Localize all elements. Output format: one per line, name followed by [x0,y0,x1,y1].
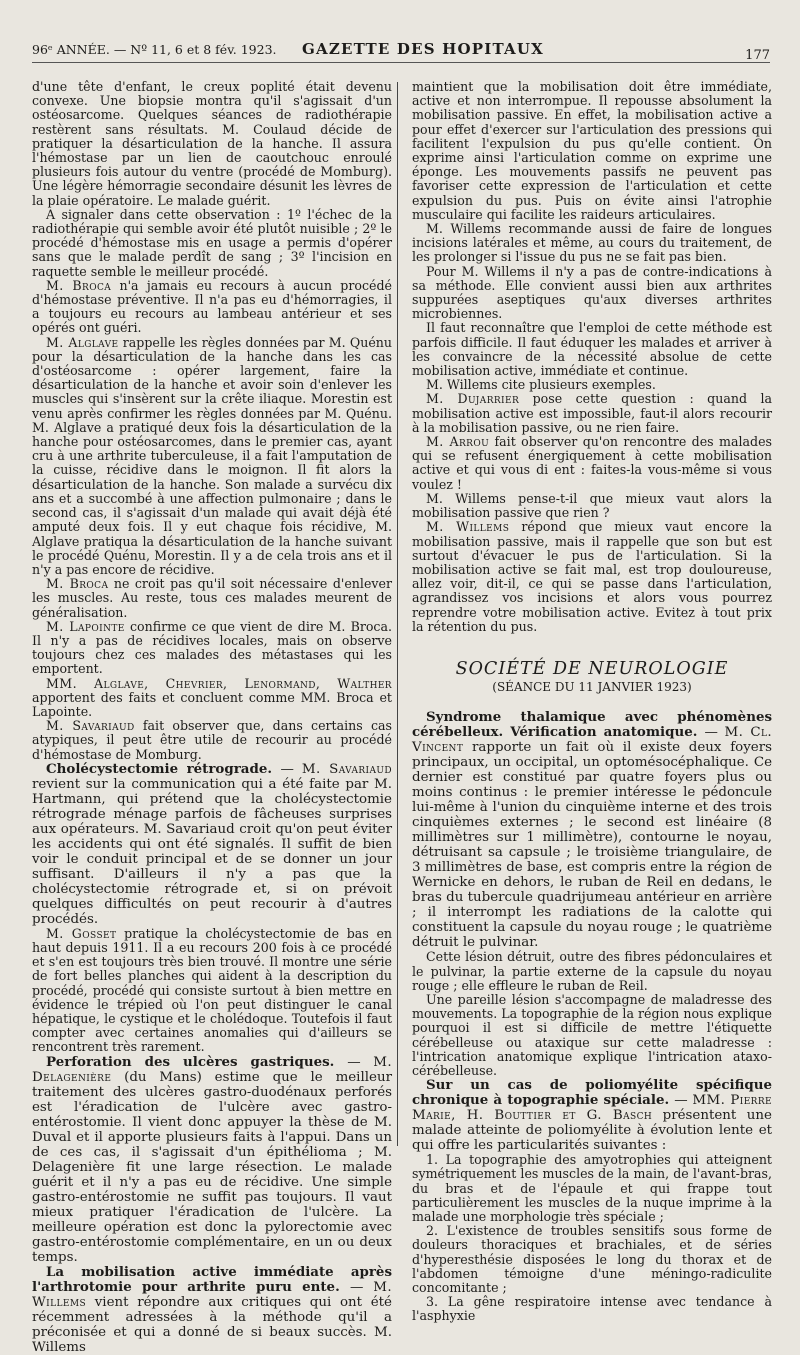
left-column [32,79,393,1355]
speaker-name: M. Broca [46,576,109,592]
speaker-name: M. Cl. Vincent [412,725,772,756]
issue-info: 96ᵉ ANNÉE. — Nº 11, 6 et 8 fév. 1923. [32,42,277,57]
section-title: Sur un cas de poliomyélite spécifique chronique à topographie spéciale. [412,1077,772,1109]
article-columns [32,79,772,1355]
paragraph-text: (du Mans) estime que le meilleur traitement des ulcères gastro-duodénaux perforés est l'éradication de l'ulcère avec gastro-entérostomie. Il vient donc appuyer la thèse de M. Duval et il apporte plusieurs faits à l'appui. Dans un de ces cas, il s'agissait d'un épithélioma ; M. Delagenière fit une large résection. Le malade guérit et il n'y a pas eu de récidive. Une simple gastro-entérostomie ne suffit pas toujours. Il vaut mieux pratiquer l'éradication de l'ulcère. La meilleure opération est donc la pylorectomie avec gastro-entérostomie complémentaire, en un ou deux temps. [32,1069,392,1265]
section-heading: Perforation des ulcères gastriques. — M. Delagenière (du Mans) estime que le meilleur traitement des ulcères gastro-duodénaux perforés est l'éradication de l'ulcère avec gastro-entérostomie. Il vient donc appuyer la thèse de M. Duval et il apporte plusieurs faits à l'appui. Dans un de ces cas, il s'agissait d'un épithélioma ; M. Delagenière fit une large résection. Le malade guérit et il n'y a pas eu de récidive. Une simple gastro-entérostomie ne suffit pas toujours. Il vaut mieux pratiquer l'éradication de l'ulcère. La meilleure opération est donc la pylorectomie avec gastro-entérostomie complémentaire, en un ou deux temps. [32,1053,392,1265]
speaker-name: M. Arrou [426,434,490,450]
section-heading: Sur un cas de poliomyélite spécifique chronique à topographie spéciale. — MM. Pierre Marie, H. Bouttier et G. Basch présentent une malade atteinte de poliomyélite à évolution lente et qui offre les particularités suivantes : [412,1077,772,1154]
speaker-name: M. Willems [426,519,510,535]
paragraph [32,927,392,1055]
paragraph: A signaler dans cette observation : 1º l'échec de la radiothérapie qui semble avoir été plutôt nuisible ; 2º le procédé d'hémostase mis en usage a permis d'opérer sans que le malade perdît de sang ; 3º l'incision en raquette semble le meilleur procédé. [32,206,392,279]
speaker-name: M. Willems [32,1279,392,1310]
page-header [32,40,770,63]
paragraph: M. Willems recommande aussi de faire de longues incisions latérales et même, au cours du traitement, de les prolonger si l'issue du pus ne se fait pas bien. [412,221,772,265]
paragraph-text: ne croit pas qu'il soit nécessaire d'enlever les muscles. Au reste, tous ces malades meurent de généralisation. [32,576,392,620]
section-heading: La mobilisation active immédiate après l'arthrotomie pour arthrite puru ente. — M. Willems vient répondre aux critiques qui ont été récemment adressées à la méthode qu'il a préconisée et qui a donné de si beaux succès. M. Willems [32,1263,392,1355]
speaker-name: M. Gosset [46,925,117,941]
paragraph [32,336,392,577]
speaker-names: MM. Pierre Marie, H. Bouttier et G. Basch [412,1093,772,1124]
paragraph-text: vient répondre aux critiques qui ont été récemment adressées à la méthode qu'il a préconisée et qui a donné de si beaux succès. M. Willems [32,1294,392,1355]
paragraph-text: apportent des faits et concluent comme MM. Broca et Lapointe. [32,689,392,719]
paragraph-text: fait observer qu'on rencontre des malades qui se refusent énergiquement à cette mobilisation active et qui vous di ent : faites-la vous-même si vous voulez ! [412,434,772,492]
list-item: 2. L'existence de troubles sensitifs sous forme de douleurs thoraciques et brachiales, et de séries d'hyperesthésie disposées le long du thorax et de l'abdomen témoigne d'une méningo-radiculite concomitante ; [412,1223,772,1295]
paragraph: Il faut reconnaître que l'emploi de cette méthode est parfois difficile. Il faut éduquer les malades et arriver à les convaincre de la nécessité absolue de cette mobilisation active, immédiate et continue. [412,320,772,379]
paragraph-text: n'a jamais eu recours à aucun procédé d'hémostase préventive. Il n'a pas eu d'hémorragies, il a toujours eu recours au lambeau antérieur et ses opérés ont guéri. [32,277,392,336]
section-title: Perforation des ulcères gastriques. [46,1053,335,1070]
paragraph [412,435,772,492]
section-title: La mobilisation active immédiate après l'arthrotomie pour arthrite puru ente. [32,1263,392,1295]
list-item: 3. La gêne respiratoire intense avec tendance à l'asphyxie [412,1294,772,1324]
speaker-name: M. Savariaud [46,718,135,734]
paragraph [412,392,772,435]
section-title: Syndrome thalamique avec phénomènes cérébelleux. Vérification anatomique. [412,709,772,741]
journal-title: GAZETTE DES HOPITAUX [302,40,545,58]
section-heading: Syndrome thalamique avec phénomènes cérébelleux. Vérification anatomique. — M. Cl. Vincent rapporte un fait où il existe deux foyers principaux, un occipital, un optomésocéphalique. Ce dernier est constitué par quatre foyers plus ou moins continus : le premier intéresse le pédoncule lui-même à l'union du cinquième interne et des trois cinquièmes externes ; le second est linéaire (8 millimètres sur 1 millimètre), contourne le noyau, détruisant sa capsule ; le troisième triangulaire, de 3 millimètres de base, est compris entre la région de Wernicke en dehors, le ruban de Reil en dedans, le bras du tubercule quadrijumeau antérieur en arrière ; il interrompt les radiations de la calotte qui constituent la capsule du noyau rouge ; le quatrième détruit le pulvinar. [412,709,772,951]
paragraph: Pour M. Willems il n'y a pas de contre-indications à sa méthode. Elle convient aussi bien aux arthrites suppurées aseptiques qu'aux diverses arthrites microbiennes. [412,263,772,322]
paragraph-text: fait observer que, dans certains cas atypiques, il peut être utile de recourir au procédé d'hémostase de Momburg. [32,718,392,762]
paragraph-text: rappelle les règles données par M. Quénu pour la désarticulation de la hanche dans les cas d'ostéosarcome : opérer largement, faire la désarticulation de la hanche et avoir soin d'enlever les muscles qui s'insèrent sur la crête iliaque. Morestin est venu après confirmer les règles données par M. Quénu. M. Alglave a pratiqué deux fois la désarticulation de la hanche pour ostéosarcomes, dans le premier cas, ayant cru à une arthrite tuberculeuse, il a fait l'amputation de la cuisse, récidive dans le moignon. Il fit alors la désarticulation de la hanche. Son malade a survécu dix ans et a succombé à une affection pulmonaire ; dans le second cas, il s'agissait d'un malade qui avait déjà été amputé deux fois. Il y eut chaque fois récidive, M. Alglave pratiqua la désarticulation de la hanche suivant le procédé Quénu, Morestin. Il y a de cela trois ans et il n'y a pas encore de récidive. [32,334,392,577]
paragraph [32,279,392,336]
page-number: 177 [745,48,770,63]
paragraph-text: confirme ce que vient de dire M. Broca. Il n'y a pas de récidives locales, mais on observe toujours chez ces malades des métastases qui les emportent. [32,618,392,677]
paragraph-text: rapporte un fait où il existe deux foyers principaux, un occipital, un optomésocéphalique. Ce dernier est constitué par quatre foyers plus ou moins continus : le premier intéresse le pédoncule lui-même à l'union du cinquième interne et des trois cinquièmes externes ; le second est linéaire (8 millimètres sur 1 millimètre), contourne le noyau, détruisant sa capsule ; le troisième triangulaire, de 3 millimètres de base, est compris entre la région de Wernicke en dehors, le ruban de Reil en dedans, le bras du tubercule quadrijumeau antérieur en arrière ; il interrompt les radiations de la calotte qui constituent la capsule du noyau rouge ; le quatrième détruit le pulvinar. [412,740,772,951]
paragraph-text: présentent une malade atteinte de poliomyélite à évolution lente et qui offre les particularités suivantes : [412,1108,772,1154]
paragraph: Une pareille lésion s'accompagne de maladresse des mouvements. La topographie de la région nous explique pourquoi il est si difficile de mettre l'étiquette cérébelleuse ou ataxique sur cette maladresse : l'intrication anatomique explique l'intrication ataxo-cérébelleuse. [412,991,772,1078]
paragraph [32,677,392,720]
paragraph-text: revient sur la communication qui a été faite par M. Hartmann, qui prétend que la cholécystectomie rétrograde ménage parfois de fâcheuses surprises aux opérateurs. M. Savariaud croit qu'on peut éviter les accidents qui ont été signalés. Il suffit de bien voir le conduit principal et de se donner un jour suffisant. D'ailleurs il n'y a pas que la cholécystectomie rétrograde et, si on prévoit quelques difficultés on peut recourir à d'autres procédés. [32,776,392,927]
paragraph-text: pratique la cholécystectomie de bas en haut depuis 1911. Il a eu recours 200 fois à ce procédé et s'en est toujours très bien trouvé. Il montre une série de fort belles planches qui aident à la description du procédé, procédé qui consiste surtout à bien mettre en évidence le trépied où l'on peut distinguer le canal hépatique, le cystique et le cholédoque. Toutefois il faut compter avec certaines anomalies qui d'ailleurs se rencontrent très rarement. [32,925,393,1055]
paragraph [32,719,392,762]
paragraph: maintient que la mobilisation doit être immédiate, active et non interrompue. Il repousse absolument la mobilisation passive. En effet, la mobilisation active a pour effet d'exercer sur l'articulation des pressions qui facilitent l'expulsion du pus qu'elle contient. On exprime ainsi l'articulation comme on exprime une éponge. Les mouvements passifs ne peuvent pas favoriser cette expression de l'articulation et cette expulsion du pus. Puis on évite ainsi l'atrophie musculaire qui facilite les raideurs articulaires. [412,79,772,222]
paragraph [32,620,392,677]
paragraph-text: pose cette question : quand la mobilisation active est impossible, faut-il alors recourir à la mobilisation passive, ou ne rien faire. [412,391,772,435]
paragraph [412,520,772,634]
speaker-name: M. Dujarrier [426,391,520,407]
paragraph [32,577,392,620]
section-title: Cholécystectomie rétrograde. [46,760,272,777]
paragraph: M. Willems pense-t-il que mieux vaut alors la mobilisation passive que rien ? [412,490,772,521]
speaker-name: M. Broca [46,277,112,293]
speaker-name: M. Lapointe [46,618,125,634]
speaker-names: MM. Alglave, Chevrier, Lenormand, Walther [46,675,392,691]
society-heading: SOCIÉTÉ DE NEUROLOGIE [455,658,729,679]
paragraph: M. Willems cite plusieurs exemples. [426,377,656,393]
speaker-name: M. Savariaud [301,761,392,777]
speaker-name: M. Delagenière [32,1054,392,1085]
section-heading: Cholécystectomie rétrograde. — M. Savariaud revient sur la communication qui a été faite par M. Hartmann, qui prétend que la cholécystectomie rétrograde ménage parfois de fâcheuses surprises aux opérateurs. M. Savariaud croit qu'on peut éviter les accidents qui ont été signalés. Il suffit de bien voir le conduit principal et de se donner un jour suffisant. D'ailleurs il n'y a pas que la cholécystectomie rétrograde et, si on prévoit quelques difficultés on peut recourir à d'autres procédés. [32,760,392,927]
list-item: 1. La topographie des amyotrophies qui atteignent symétriquement les muscles de la main, de l'avant-bras, du bras et de l'épaule et qui frappe tout particulièrement les muscles de la nuque imprime à la malade une morphologie très spéciale ; [412,1152,772,1224]
meeting-date: (SÉANCE DU 11 JANVIER 1923) [492,680,692,695]
paragraph: Cette lésion détruit, outre des fibres pédonculaires et le pulvinar, la partie externe de la capsule du noyau rouge ; elle effleure le ruban de Reil. [412,949,772,993]
paragraph: d'une tête d'enfant, le creux poplité était devenu convexe. Une biopsie montra qu'il s'agissait d'un ostéosarcome. Quelques séances de radiothérapie restèrent sans résultats. M. Coulaud décide de pratiquer la désarticulation de la hanche. Il assura l'hémostase par un lien de caoutchouc enroulé plusieurs fois autour du ventre (procédé de Momburg). Une légère hémorragie secondaire désunit les lèvres de la plaie opératoire. Le malade guérit. [32,79,392,208]
paragraph-text: répond que mieux vaut encore la mobilisation passive, mais il rappelle que son but est surtout d'évacuer le pus de l'articulation. Si la mobilisation active se fait mal, est trop douloureuse, allez voir, dit-il, ce qui se passe dans l'articulation, agrandissez vos incisions et alors vous pourrez reprendre votre mobilisation active. Evitez à tout prix la rétention du pus. [412,519,772,634]
right-column [412,79,772,1324]
speaker-name: M. Alglave [46,334,119,350]
